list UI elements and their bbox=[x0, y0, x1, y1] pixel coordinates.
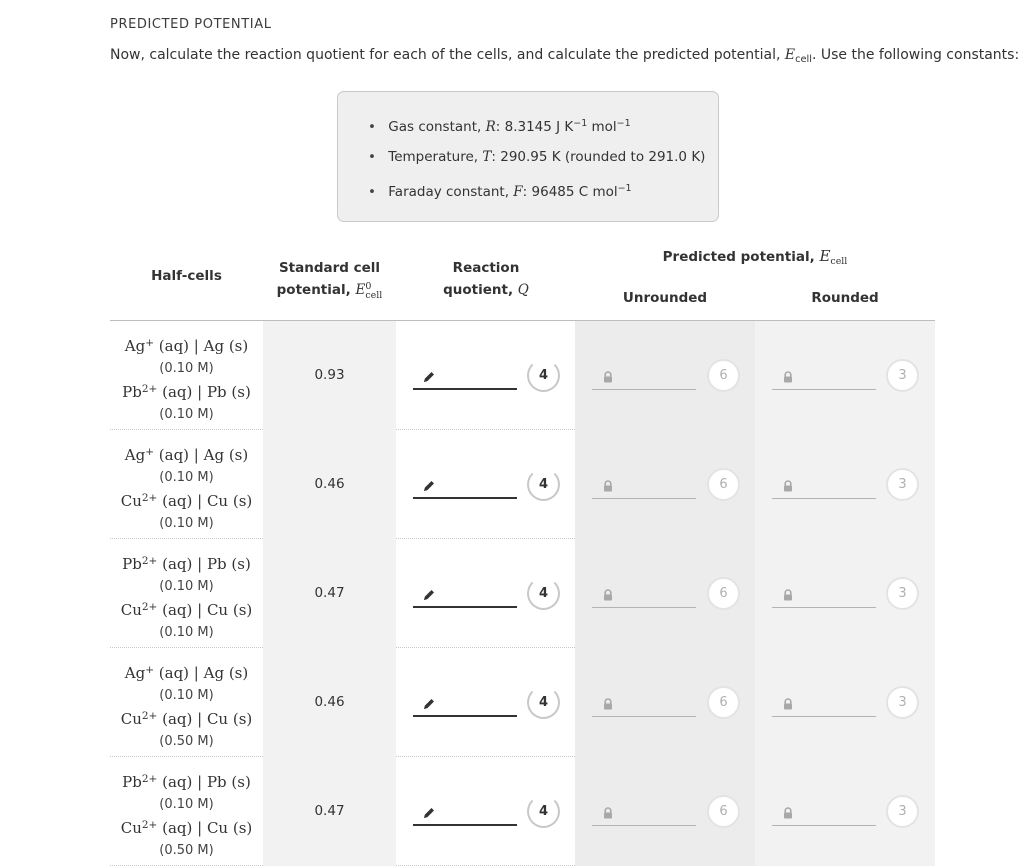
section-title: PREDICTED POTENTIAL bbox=[110, 17, 272, 32]
table-row bbox=[110, 757, 935, 866]
pencil-icon bbox=[422, 370, 436, 384]
constant-temperature: • Temperature, T: 290.95 K (rounded to 291.0 K) bbox=[368, 147, 705, 180]
unrounded-potential-field bbox=[592, 365, 696, 390]
reaction-quotient-field[interactable] bbox=[413, 474, 517, 499]
sig-figs-badge: 6 bbox=[707, 686, 740, 719]
reaction-quotient-field[interactable] bbox=[413, 692, 517, 717]
unrounded-potential-field bbox=[592, 474, 696, 499]
lock-icon bbox=[781, 806, 795, 820]
header-rounded: Rounded bbox=[811, 290, 879, 306]
reaction-quotient-input[interactable] bbox=[441, 585, 513, 605]
sig-figs-badge: 6 bbox=[707, 795, 740, 828]
rounded-potential-input bbox=[800, 694, 872, 714]
header-standard-potential: Standard cell potential, E0 cell bbox=[276, 260, 383, 301]
standard-potential-value: 0.47 bbox=[314, 585, 345, 601]
unrounded-potential-input bbox=[620, 803, 692, 823]
rounded-potential-field bbox=[772, 365, 876, 390]
pencil-icon bbox=[422, 697, 436, 711]
sig-figs-badge: 4 bbox=[527, 686, 560, 719]
header-predicted-potential: Predicted potential, $E_{cell}$ bbox=[662, 247, 848, 267]
standard-potential-value: 0.46 bbox=[314, 694, 345, 710]
reaction-quotient-input[interactable] bbox=[441, 367, 513, 387]
unrounded-potential-input bbox=[620, 476, 692, 496]
header-half-cells: Half-cells bbox=[151, 268, 222, 284]
reaction-quotient-field[interactable] bbox=[413, 801, 517, 826]
standard-potential-value: 0.46 bbox=[314, 476, 345, 492]
pencil-icon bbox=[422, 588, 436, 602]
rounded-potential-field bbox=[772, 474, 876, 499]
table-row bbox=[110, 321, 935, 430]
unrounded-potential-input bbox=[620, 367, 692, 387]
lock-icon bbox=[601, 370, 615, 384]
lock-icon bbox=[781, 697, 795, 711]
sig-figs-badge: 4 bbox=[527, 577, 560, 610]
sig-figs-badge: 4 bbox=[527, 468, 560, 501]
standard-potential-value: 0.93 bbox=[314, 367, 345, 383]
rounded-potential-input bbox=[800, 803, 872, 823]
rounded-potential-input bbox=[800, 367, 872, 387]
reaction-quotient-field[interactable] bbox=[413, 365, 517, 390]
lock-icon bbox=[601, 697, 615, 711]
half-cells-cell: Ag+ (aq) | Ag (s) (0.10 M) $Cu^{2+}$ (aq) | Cu (s) (0.10 M) bbox=[120, 446, 253, 531]
sig-figs-badge: 3 bbox=[886, 359, 919, 392]
table-row bbox=[110, 430, 935, 539]
intro-text: Now, calculate the reaction quotient for each of the cells, and calculate the predicted potential, $E_{cell}$. Use the following constants: bbox=[110, 47, 1020, 65]
header-unrounded: Unrounded bbox=[622, 290, 708, 306]
lock-icon bbox=[601, 479, 615, 493]
rounded-potential-field bbox=[772, 583, 876, 608]
sig-figs-badge: 3 bbox=[886, 468, 919, 501]
lock-icon bbox=[601, 806, 615, 820]
reaction-quotient-input[interactable] bbox=[441, 803, 513, 823]
sig-figs-badge: 6 bbox=[707, 468, 740, 501]
rounded-potential-input bbox=[800, 476, 872, 496]
lock-icon bbox=[781, 370, 795, 384]
unrounded-potential-input bbox=[620, 694, 692, 714]
table-row bbox=[110, 539, 935, 648]
constants-box bbox=[337, 91, 719, 222]
lock-icon bbox=[781, 588, 795, 602]
lock-icon bbox=[601, 588, 615, 602]
unrounded-potential-input bbox=[620, 585, 692, 605]
table-row bbox=[110, 648, 935, 757]
reaction-quotient-input[interactable] bbox=[441, 476, 513, 496]
rounded-potential-field bbox=[772, 692, 876, 717]
sig-figs-badge: 6 bbox=[707, 359, 740, 392]
header-reaction-quotient: Reaction quotient, Q bbox=[443, 260, 529, 298]
constant-faraday: • Faraday constant, F: 96485 C mol$^{-1}$ bbox=[368, 179, 705, 212]
lock-icon bbox=[781, 479, 795, 493]
unrounded-potential-field bbox=[592, 692, 696, 717]
pencil-icon bbox=[422, 806, 436, 820]
sig-figs-badge: 3 bbox=[886, 795, 919, 828]
half-cells-cell: $Pb^{2+}$ (aq) | Pb (s) (0.10 M) $Cu^{2+}$ (aq) | Cu (s) (0.50 M) bbox=[120, 773, 253, 858]
sig-figs-badge: 3 bbox=[886, 577, 919, 610]
unrounded-potential-field bbox=[592, 801, 696, 826]
half-cells-cell: $Pb^{2+}$ (aq) | Pb (s) (0.10 M) $Cu^{2+}$ (aq) | Cu (s) (0.10 M) bbox=[120, 555, 253, 640]
pencil-icon bbox=[422, 479, 436, 493]
reaction-quotient-field[interactable] bbox=[413, 583, 517, 608]
half-cells-cell: Ag+ (aq) | Ag (s) (0.10 M) $Pb^{2+}$ (aq) | Pb (s) (0.10 M) bbox=[122, 337, 251, 422]
sig-figs-badge: 4 bbox=[527, 795, 560, 828]
reaction-quotient-input[interactable] bbox=[441, 694, 513, 714]
sig-figs-badge: 6 bbox=[707, 577, 740, 610]
standard-potential-value: 0.47 bbox=[314, 803, 345, 819]
rounded-potential-field bbox=[772, 801, 876, 826]
constant-gas: • Gas constant, R: 8.3145 J $K^{-1}$ mol$^{-1}$ bbox=[368, 114, 705, 147]
half-cells-cell: Ag+ (aq) | Ag (s) (0.10 M) $Cu^{2+}$ (aq) | Cu (s) (0.50 M) bbox=[120, 664, 253, 749]
unrounded-potential-field bbox=[592, 583, 696, 608]
sig-figs-badge: 3 bbox=[886, 686, 919, 719]
sig-figs-badge: 4 bbox=[527, 359, 560, 392]
rounded-potential-input bbox=[800, 585, 872, 605]
